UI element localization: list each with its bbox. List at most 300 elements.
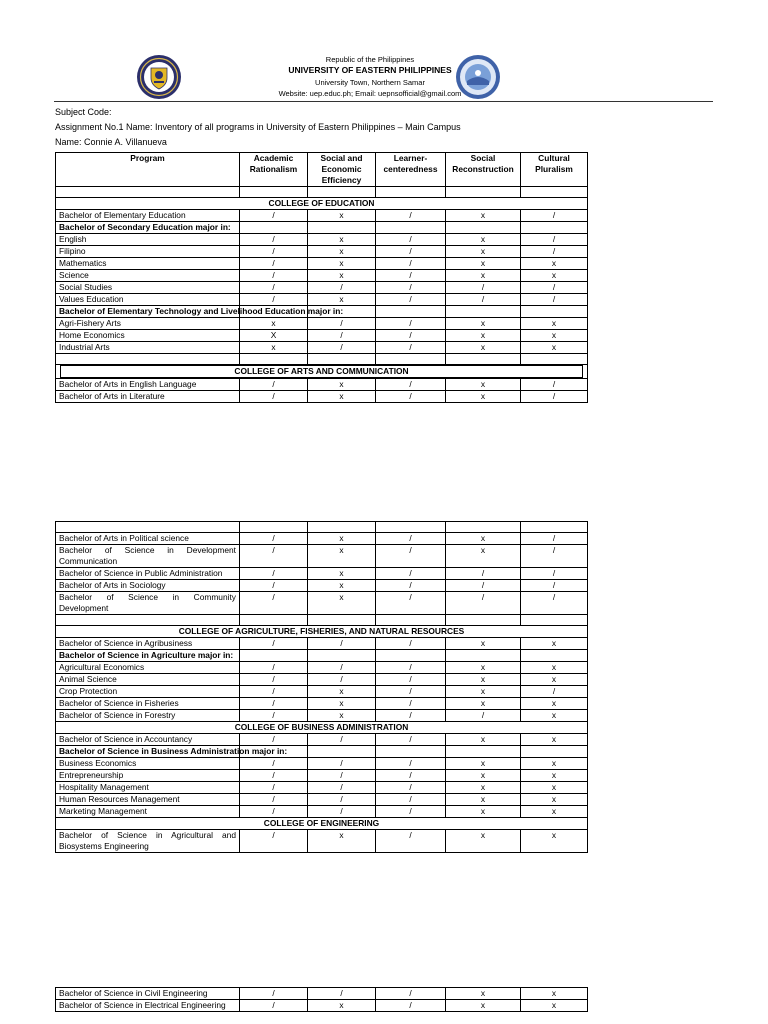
mark-social-reconstruction: x [446,988,521,1000]
program-row [56,830,588,853]
program-row [56,234,588,246]
program-name: Human Resources Management [56,794,240,806]
column-header-program: Program [56,153,240,187]
mark-social-reconstruction: / [446,580,521,592]
program-name: Agricultural Economics [56,662,240,674]
program-name: Entrepreneurship [56,770,240,782]
mark-cultural-pluralism: x [521,830,588,853]
empty-cell [376,522,446,533]
mark-learner-centeredness: / [376,294,446,306]
program-row [56,988,588,1000]
mark-social-reconstruction: x [446,782,521,794]
university-location: University Town, Northern Samar [315,78,425,87]
mark-social-economic-efficiency: x [308,592,376,615]
mark-academic-rationalism: / [240,988,308,1000]
mark-cultural-pluralism: / [521,580,588,592]
empty-cell [376,650,446,662]
mark-social-economic-efficiency: / [308,794,376,806]
empty-cell [376,222,446,234]
mark-social-reconstruction: x [446,806,521,818]
column-header-academic-rationalism: Academic Rationalism [240,153,308,187]
mark-academic-rationalism: / [240,770,308,782]
letterhead [0,50,768,102]
program-name: Animal Science [56,674,240,686]
program-row [56,734,588,746]
university-seal-logo [136,54,182,100]
program-name: Bachelor of Arts in Literature [56,391,240,403]
program-name: Bachelor of Science in Fisheries [56,698,240,710]
mark-social-economic-efficiency: / [308,782,376,794]
empty-cell [56,187,240,198]
program-name: Bachelor of Science in Agribusiness [56,638,240,650]
program-row [56,270,588,282]
empty-cell [521,354,588,365]
program-name: Filipino [56,246,240,258]
mark-cultural-pluralism: x [521,674,588,686]
mark-cultural-pluralism: / [521,686,588,698]
mark-academic-rationalism: / [240,830,308,853]
campus-seal-logo [455,54,501,100]
program-row [56,342,588,354]
mark-social-reconstruction: / [446,710,521,722]
program-row [56,545,588,568]
empty-cell [521,522,588,533]
program-name: Mathematics [56,258,240,270]
mark-social-reconstruction: x [446,210,521,222]
major-group-label: Bachelor of Secondary Education major in: [56,222,240,234]
mark-cultural-pluralism: x [521,758,588,770]
spacer-row [56,354,588,365]
spacer-row [56,522,588,533]
mark-learner-centeredness: / [376,794,446,806]
mark-learner-centeredness: / [376,710,446,722]
major-group-row [56,746,588,758]
mark-cultural-pluralism: x [521,698,588,710]
mark-academic-rationalism: / [240,270,308,282]
mark-academic-rationalism: / [240,545,308,568]
mark-social-reconstruction: x [446,698,521,710]
empty-cell [308,222,376,234]
mark-learner-centeredness: / [376,282,446,294]
program-name: Home Economics [56,330,240,342]
mark-social-economic-efficiency: / [308,758,376,770]
program-name: Business Economics [56,758,240,770]
mark-academic-rationalism: / [240,698,308,710]
program-row [56,330,588,342]
college-heading-row [56,198,588,210]
mark-academic-rationalism: / [240,533,308,545]
program-row [56,318,588,330]
program-name: Bachelor of Science in Electrical Engineering [56,1000,240,1012]
mark-cultural-pluralism: x [521,770,588,782]
empty-cell [446,746,521,758]
mark-cultural-pluralism: / [521,533,588,545]
program-name: Hospitality Management [56,782,240,794]
mark-social-reconstruction: x [446,1000,521,1012]
mark-social-reconstruction: x [446,734,521,746]
empty-cell [56,354,240,365]
mark-social-reconstruction: x [446,379,521,391]
program-row [56,294,588,306]
mark-academic-rationalism: X [240,330,308,342]
college-heading: COLLEGE OF EDUCATION [56,198,588,210]
program-row [56,638,588,650]
mark-academic-rationalism: / [240,379,308,391]
empty-cell [308,354,376,365]
mark-academic-rationalism: / [240,638,308,650]
mark-cultural-pluralism: x [521,638,588,650]
mark-social-economic-efficiency: / [308,282,376,294]
mark-cultural-pluralism: / [521,210,588,222]
program-name: Science [56,270,240,282]
program-name: Bachelor of Science in Development Communication [56,545,240,568]
mark-social-economic-efficiency: / [308,330,376,342]
subject-code: Subject Code: [55,107,112,117]
major-group-label: Bachelor of Science in Business Administration major in: [56,746,240,758]
mark-social-reconstruction: / [446,282,521,294]
program-row [56,662,588,674]
mark-social-reconstruction: x [446,270,521,282]
mark-social-reconstruction: x [446,234,521,246]
mark-social-economic-efficiency: / [308,638,376,650]
empty-cell [308,522,376,533]
mark-academic-rationalism: / [240,391,308,403]
empty-cell [376,354,446,365]
empty-cell [446,222,521,234]
mark-academic-rationalism: / [240,210,308,222]
mark-learner-centeredness: / [376,592,446,615]
empty-cell [240,187,308,198]
empty-cell [308,187,376,198]
mark-social-reconstruction: x [446,391,521,403]
empty-cell [56,522,240,533]
mark-learner-centeredness: / [376,806,446,818]
mark-academic-rationalism: / [240,782,308,794]
empty-cell [376,746,446,758]
mark-academic-rationalism: / [240,234,308,246]
mark-learner-centeredness: / [376,318,446,330]
column-header-social-economic-efficiency: Social and Economic Efficiency [308,153,376,187]
mark-social-economic-efficiency: x [308,258,376,270]
mark-learner-centeredness: / [376,379,446,391]
mark-academic-rationalism: / [240,806,308,818]
mark-academic-rationalism: / [240,282,308,294]
empty-cell [446,650,521,662]
mark-cultural-pluralism: x [521,988,588,1000]
mark-social-reconstruction: x [446,258,521,270]
mark-social-economic-efficiency: x [308,210,376,222]
mark-social-reconstruction: x [446,662,521,674]
mark-social-economic-efficiency: x [308,580,376,592]
program-name: Bachelor of Science in Accountancy [56,734,240,746]
college-heading [56,365,588,379]
mark-cultural-pluralism: / [521,246,588,258]
mark-academic-rationalism: / [240,568,308,580]
empty-cell [308,615,376,626]
mark-learner-centeredness: / [376,234,446,246]
major-group-label: Bachelor of Elementary Technology and Livelihood Education major in: [56,306,240,318]
mark-social-economic-efficiency: x [308,1000,376,1012]
mark-academic-rationalism: / [240,758,308,770]
empty-cell [521,306,588,318]
column-header-cultural-pluralism: Cultural Pluralism [521,153,588,187]
mark-social-economic-efficiency: x [308,234,376,246]
empty-cell [240,615,308,626]
program-name: Bachelor of Science in Civil Engineering [56,988,240,1000]
program-name: Social Studies [56,282,240,294]
empty-cell [376,306,446,318]
empty-cell [308,746,376,758]
program-name: Agri-Fishery Arts [56,318,240,330]
spacer-row [56,615,588,626]
program-row [56,282,588,294]
mark-learner-centeredness: / [376,210,446,222]
major-group-label: Bachelor of Science in Agriculture major in: [56,650,240,662]
mark-academic-rationalism: / [240,710,308,722]
empty-cell [308,650,376,662]
major-group-row [56,650,588,662]
mark-learner-centeredness: / [376,330,446,342]
program-name: Bachelor of Science in Community Development [56,592,240,615]
mark-learner-centeredness: / [376,246,446,258]
program-row [56,686,588,698]
mark-cultural-pluralism: x [521,270,588,282]
mark-social-economic-efficiency: x [308,545,376,568]
mark-learner-centeredness: / [376,568,446,580]
header-divider [54,101,713,102]
mark-learner-centeredness: / [376,988,446,1000]
mark-social-economic-efficiency: x [308,533,376,545]
mark-social-economic-efficiency: / [308,318,376,330]
student-name: Name: Connie A. Villanueva [55,137,167,147]
program-row [56,246,588,258]
mark-cultural-pluralism: / [521,391,588,403]
mark-academic-rationalism: / [240,258,308,270]
mark-social-reconstruction: x [446,674,521,686]
mark-social-economic-efficiency: x [308,710,376,722]
program-name: Bachelor of Science in Agricultural and Biosystems Engineering [56,830,240,853]
program-row [56,533,588,545]
college-heading: COLLEGE OF ENGINEERING [56,818,588,830]
mark-cultural-pluralism: x [521,342,588,354]
mark-academic-rationalism: / [240,662,308,674]
mark-learner-centeredness: / [376,638,446,650]
program-row [56,794,588,806]
mark-social-economic-efficiency: / [308,770,376,782]
mark-learner-centeredness: / [376,662,446,674]
program-row [56,568,588,580]
empty-cell [56,615,240,626]
mark-cultural-pluralism: x [521,734,588,746]
mark-learner-centeredness: / [376,698,446,710]
program-name: Bachelor of Science in Public Administration [56,568,240,580]
mark-social-reconstruction: / [446,592,521,615]
mark-social-reconstruction: x [446,318,521,330]
mark-social-reconstruction: x [446,533,521,545]
mark-social-reconstruction: x [446,794,521,806]
mark-learner-centeredness: / [376,342,446,354]
empty-cell [376,187,446,198]
mark-social-economic-efficiency: x [308,830,376,853]
mark-social-reconstruction: x [446,545,521,568]
mark-academic-rationalism: x [240,318,308,330]
mark-learner-centeredness: / [376,734,446,746]
empty-cell [446,354,521,365]
mark-social-economic-efficiency: / [308,674,376,686]
mark-learner-centeredness: / [376,270,446,282]
mark-cultural-pluralism: x [521,794,588,806]
mark-social-economic-efficiency: x [308,379,376,391]
mark-learner-centeredness: / [376,830,446,853]
mark-learner-centeredness: / [376,391,446,403]
mark-social-reconstruction: x [446,638,521,650]
program-name: Marketing Management [56,806,240,818]
mark-academic-rationalism: / [240,294,308,306]
mark-learner-centeredness: / [376,545,446,568]
empty-cell [521,746,588,758]
mark-social-reconstruction: x [446,830,521,853]
program-row [56,770,588,782]
mark-social-economic-efficiency: x [308,270,376,282]
mark-cultural-pluralism: x [521,710,588,722]
mark-social-economic-efficiency: x [308,294,376,306]
empty-cell [446,187,521,198]
program-row [56,758,588,770]
program-row [56,698,588,710]
spacer-row [56,187,588,198]
program-name: Bachelor of Arts in English Language [56,379,240,391]
mark-social-economic-efficiency: / [308,806,376,818]
program-row [56,391,588,403]
column-header-learner-centeredness: Learner-centeredness [376,153,446,187]
mark-social-economic-efficiency: / [308,988,376,1000]
program-name: Bachelor of Elementary Education [56,210,240,222]
mark-cultural-pluralism: / [521,379,588,391]
empty-cell [521,222,588,234]
program-row [56,258,588,270]
column-header-social-reconstruction: Social Reconstruction [446,153,521,187]
mark-academic-rationalism: x [240,342,308,354]
mark-learner-centeredness: / [376,770,446,782]
college-heading-row [56,722,588,734]
program-name: Bachelor of Arts in Political science [56,533,240,545]
program-name: Industrial Arts [56,342,240,354]
college-heading: COLLEGE OF AGRICULTURE, FISHERIES, AND NATURAL RESOURCES [56,626,588,638]
mark-social-reconstruction: x [446,758,521,770]
mark-cultural-pluralism: x [521,318,588,330]
mark-social-economic-efficiency: x [308,246,376,258]
mark-academic-rationalism: / [240,1000,308,1012]
program-row [56,710,588,722]
mark-cultural-pluralism: / [521,282,588,294]
program-name: Crop Protection [56,686,240,698]
empty-cell [240,354,308,365]
empty-cell [240,522,308,533]
table-body [56,522,588,853]
program-name: English [56,234,240,246]
republic-line: Republic of the Philippines [325,55,415,64]
program-row [56,379,588,391]
mark-cultural-pluralism: / [521,592,588,615]
mark-academic-rationalism: / [240,246,308,258]
mark-social-reconstruction: / [446,568,521,580]
program-row [56,580,588,592]
program-name: Values Education [56,294,240,306]
college-heading: COLLEGE OF BUSINESS ADMINISTRATION [56,722,588,734]
mark-cultural-pluralism: x [521,1000,588,1012]
mark-social-reconstruction: x [446,330,521,342]
empty-cell [240,650,308,662]
mark-learner-centeredness: / [376,758,446,770]
program-row [56,674,588,686]
college-heading-row [56,626,588,638]
mark-learner-centeredness: / [376,1000,446,1012]
mark-cultural-pluralism: x [521,662,588,674]
mark-learner-centeredness: / [376,674,446,686]
mark-cultural-pluralism: x [521,258,588,270]
program-row [56,210,588,222]
program-row [56,1000,588,1012]
mark-social-economic-efficiency: / [308,662,376,674]
mark-social-economic-efficiency: x [308,568,376,580]
university-name: UNIVERSITY OF EASTERN PHILIPPINES [288,65,452,75]
programs-table-page-3 [55,987,588,1012]
major-group-row [56,306,588,318]
mark-cultural-pluralism: / [521,545,588,568]
table-body [56,187,588,403]
empty-cell [521,187,588,198]
table-header-row [56,153,588,187]
mark-social-economic-efficiency: x [308,686,376,698]
mark-academic-rationalism: / [240,686,308,698]
mark-social-reconstruction: x [446,686,521,698]
mark-academic-rationalism: / [240,794,308,806]
mark-social-reconstruction: x [446,246,521,258]
empty-cell [240,222,308,234]
mark-learner-centeredness: / [376,782,446,794]
table-body [56,988,588,1012]
mark-social-economic-efficiency: x [308,698,376,710]
programs-table-page-2 [55,521,588,853]
mark-cultural-pluralism: x [521,782,588,794]
mark-social-economic-efficiency: / [308,342,376,354]
program-name: Bachelor of Science in Forestry [56,710,240,722]
mark-cultural-pluralism: x [521,330,588,342]
program-name: Bachelor of Arts in Sociology [56,580,240,592]
mark-cultural-pluralism: x [521,806,588,818]
major-group-row [56,222,588,234]
college-heading-row [56,365,588,379]
mark-social-reconstruction: x [446,770,521,782]
program-row [56,782,588,794]
mark-cultural-pluralism: / [521,234,588,246]
university-contact: Website: uep.educ.ph; Email: uepnsofficial@gmail.com [278,89,462,98]
mark-social-economic-efficiency: / [308,734,376,746]
college-heading-row [56,818,588,830]
empty-cell [521,650,588,662]
mark-social-reconstruction: x [446,342,521,354]
mark-cultural-pluralism: / [521,294,588,306]
programs-table-page-1 [55,152,588,403]
program-row [56,806,588,818]
empty-cell [376,615,446,626]
empty-cell [446,522,521,533]
mark-academic-rationalism: / [240,674,308,686]
mark-learner-centeredness: / [376,533,446,545]
mark-cultural-pluralism: / [521,568,588,580]
program-row [56,592,588,615]
mark-academic-rationalism: / [240,580,308,592]
